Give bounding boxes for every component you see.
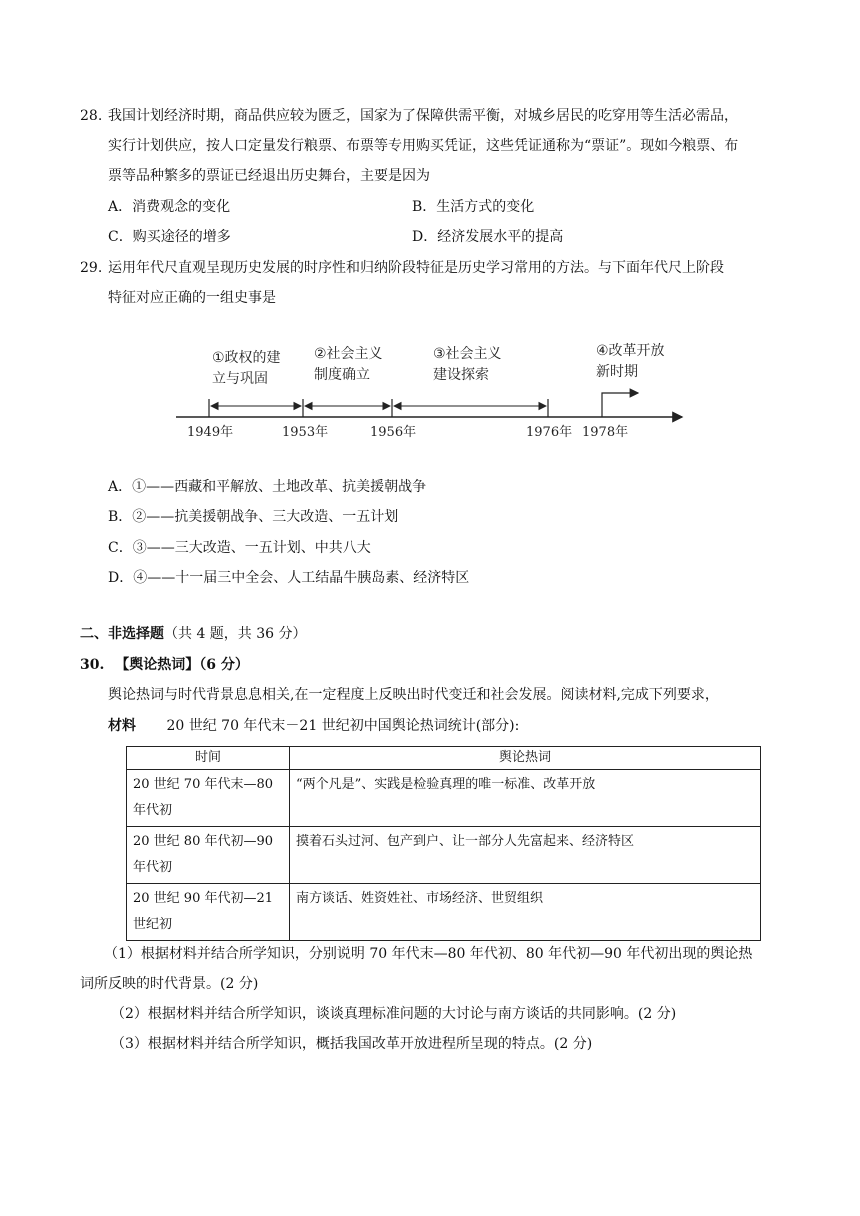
q28-option-d[interactable]: D．经济发展水平的提高: [412, 229, 564, 245]
timeline-stage-3-line-1: ③社会主义: [433, 346, 502, 362]
timeline-stage-4-line-1: ④改革开放: [596, 343, 665, 359]
period-line-2: 年代初: [133, 803, 173, 818]
q30-material-title: 20 世纪 70 年代末－21 世纪初中国舆论热词统计(部分):: [166, 718, 520, 734]
q30-material-caption: [108, 716, 519, 736]
timeline-stage-2-line-2: 制度确立: [314, 367, 370, 383]
timeline-year-1976: 1976年: [526, 425, 573, 440]
table-row: [127, 770, 761, 827]
table-cell-period: [127, 770, 290, 827]
section-2-heading: [80, 624, 307, 644]
q28-stem-line-1: 我国计划经济时期，商品供应较为匮乏，国家为了保障供需平衡，对城乡居民的吃穿用等生活必需品，: [108, 108, 738, 124]
q28-number: 28.: [80, 108, 103, 124]
q29-option-a[interactable]: A．①——西藏和平解放、土地改革、抗美援朝战争: [108, 479, 427, 495]
table-cell-words: 摸着石头过河、包产到户、让一部分人先富起来、经济特区: [290, 827, 761, 884]
q29-number: 29.: [80, 260, 103, 276]
q30-material-label: 材料: [108, 718, 136, 734]
table-cell-words: “两个凡是”、实践是检验真理的唯一标准、改革开放: [290, 770, 761, 827]
timeline-stage-1-line-2: 立与巩固: [212, 371, 268, 387]
q30-intro: 舆论热词与时代背景息息相关,在一定程度上反映出时代变迁和社会发展。阅读材料,完成下列要求，: [108, 687, 719, 703]
q29-stem-line-2: 特征对应正确的一组史事是: [108, 290, 276, 306]
q29-option-d[interactable]: D．④——十一届三中全会、人工结晶牛胰岛素、经济特区: [108, 570, 470, 586]
timeline-year-1949: 1949年: [187, 425, 234, 440]
q30-number: 30.: [80, 657, 105, 673]
q30-sub-3: （3）根据材料并结合所学知识，概括我国改革开放进程所呈现的特点。(2 分): [111, 1036, 593, 1052]
period-line-2: 世纪初: [133, 917, 173, 932]
table-cell-period: [127, 884, 290, 941]
timeline-stage-2-line-1: ②社会主义: [314, 346, 383, 362]
timeline-year-1978: 1978年: [582, 425, 629, 440]
table-row: [127, 827, 761, 884]
q28-option-a[interactable]: A．消费观念的变化: [108, 199, 231, 215]
period-line-1: 20 世纪 90 年代初—21: [133, 891, 274, 906]
timeline-stage-1-line-1: ①政权的建: [212, 350, 281, 366]
timeline-stage-4-line-2: 新时期: [596, 364, 638, 380]
table-header-time: 时间: [127, 747, 290, 770]
table-header-row: [127, 747, 761, 770]
period-line-1: 20 世纪 80 年代初—90: [133, 834, 274, 849]
q30-heading: [80, 655, 249, 675]
q30-sub-2: （2）根据材料并结合所学知识，谈谈真理标准问题的大讨论与南方谈话的共同影响。(2 分): [111, 1006, 677, 1022]
q29-stem-line-1: 运用年代尺直观呈现历史发展的时序性和归纳阶段特征是历史学习常用的方法。与下面年代尺上阶段: [108, 260, 724, 276]
table-cell-words: 南方谈话、姓资姓社、市场经济、世贸组织: [290, 884, 761, 941]
hot-words-table: [126, 746, 761, 941]
q29-option-c[interactable]: C．③——三大改造、一五计划、中共八大: [108, 540, 371, 556]
timeline-stage-3-line-2: 建设探索: [433, 367, 489, 383]
q30-sub-1-line-1: （1）根据材料并结合所学知识，分别说明 70 年代末—80 年代初、80 年代初—90 年代初出现的舆论热: [104, 946, 753, 962]
q30-sub-1-line-2: 词所反映的时代背景。(2 分): [80, 976, 259, 992]
q28-stem-line-3: 票等品种繁多的票证已经退出历史舞台，主要是因为: [108, 168, 430, 184]
q28-option-b[interactable]: B．生活方式的变化: [412, 199, 535, 215]
table-row: [127, 884, 761, 941]
period-line-2: 年代初: [133, 860, 173, 875]
q28-option-c[interactable]: C．购买途径的增多: [108, 229, 231, 245]
section-2-title: 二、非选择题: [80, 626, 164, 642]
q29-option-b[interactable]: B．②——抗美援朝战争、三大改造、一五计划: [108, 509, 399, 525]
q28-stem-line-2: 实行计划供应，按人口定量发行粮票、布票等专用购买凭证，这些凭证通称为“票证”。现如今粮票、布: [108, 138, 739, 154]
timeline-year-1956: 1956年: [370, 425, 417, 440]
section-2-note: （共 4 题，共 36 分）: [164, 626, 307, 642]
table-cell-period: [127, 827, 290, 884]
table-header-words: 舆论热词: [290, 747, 761, 770]
timeline-year-1953: 1953年: [282, 425, 329, 440]
q30-title: 【舆论热词】（6 分）: [115, 657, 249, 673]
period-line-1: 20 世纪 70 年代末—80: [133, 777, 274, 792]
